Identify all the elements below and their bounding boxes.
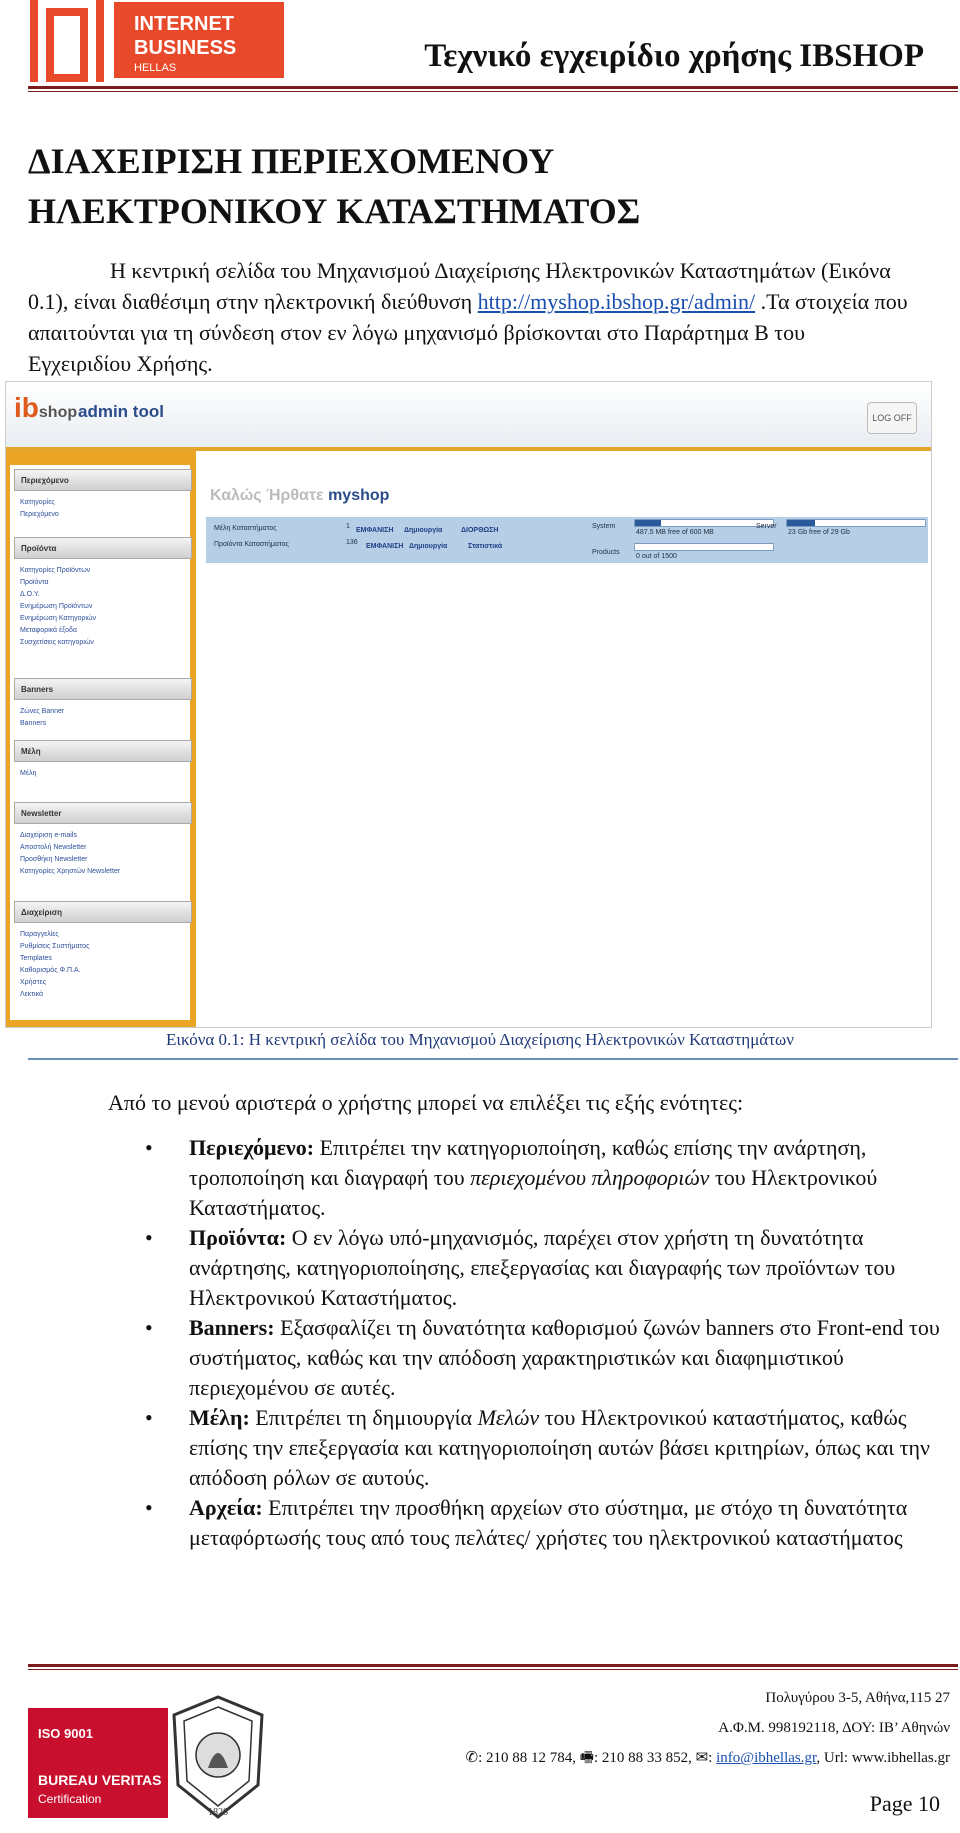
sidebar-link[interactable]: Ενημέρωση Προϊόντων [20,603,93,610]
sidebar-link[interactable]: Ζώνες Banner [20,708,65,715]
header-rule [28,86,958,89]
item-text: Επιτρέπει τη δημιουργία [255,1405,473,1430]
list-item [145,1493,955,1553]
header-rule-thin [28,91,958,92]
products-stats-link[interactable]: Στατιστικά [468,543,503,550]
item-term: Banners: [189,1315,275,1340]
bullet-icon: • [145,1315,153,1340]
svg-text:1828: 1828 [208,1807,228,1818]
item-italic: περιεχομένου πληροφοριών [470,1165,710,1190]
item-term: Αρχεία: [189,1495,263,1520]
footer-rule [28,1664,958,1667]
phone: ✆: 210 88 12 784, [465,1750,580,1766]
intro-text-1: Η κεντρική σελίδα του Μηχανισμού Διαχείρισης Ηλεκτρονικών Καταστημάτων (Εικόνα 0.1), είναι διαθέσιμη στην ηλεκτρονική διεύθυνση [28,258,891,314]
sidebar-link[interactable]: Παραγγελίες [20,931,59,938]
sidebar-heading[interactable]: Περιεχόμενο [14,469,192,491]
sidebar-link[interactable]: Ενημέρωση Κατηγοριών [20,615,97,622]
item-tail: του Ηλεκτρονικού καταστήματος, καθώς επίσης την επεξεργασία και κατηγοριοποίηση αυτών βάσει κριτηρίων, όπως και την απόδοση ρόλων σε αυτούς. [189,1405,930,1490]
sidebar-link[interactable]: Καθορισμός Φ.Π.Α. [20,967,81,974]
server-progress [786,519,926,527]
sidebar-link[interactable]: Προϊόντα [20,579,49,586]
screenshot-topbar [6,382,931,451]
item-term: Περιεχόμενο: [189,1135,315,1160]
cert-sub: Certification [38,1792,102,1806]
item-text: Επιτρέπει την κατηγοριοποίηση, καθώς επίσης την ανάρτηση, τροποποίηση και διαγραφή του [189,1135,867,1190]
welcome-shop: myshop [328,487,390,504]
sidebar-link[interactable]: Δ.Ο.Υ. [20,591,40,598]
members-edit-link[interactable]: ΔΙΟΡΘΩΣΗ [461,527,499,534]
feature-list [145,1133,955,1553]
section-title-line1: ΔΙΑΧΕΙΡΙΣΗ ΠΕΡΙΕΧΟΜΕΝΟΥ [28,141,555,181]
bureau-veritas-badge [28,1708,168,1818]
members-create-link[interactable]: Δημιουργία [404,527,443,534]
item-text: Επιτρέπει την προσθήκη αρχείων στο σύστημα, με στόχο τη δυνατότητα μεταφόρτωσής τους από τους πελάτες/ χρήστες του ηλεκτρονικού καταστήματος [189,1495,908,1550]
email-prefix: ✉: [695,1750,717,1766]
item-term: Μέλη: [189,1405,250,1430]
ibshop-brand: ibshop [14,392,78,423]
products-count: 136 [346,539,358,546]
sidebar-link[interactable]: Χρήστες [20,979,47,986]
sidebar-link[interactable]: Μέλη [20,770,37,777]
cert-iso: ISO 9001 [38,1726,93,1741]
item-term: Προϊόντα: [189,1225,287,1250]
sidebar-heading[interactable]: Μέλη [14,740,192,762]
sidebar-link[interactable]: Διαχείριση e-mails [20,832,77,839]
sidebar-link[interactable]: Κατηγορίες Προϊόντων [20,567,91,574]
sidebar-link[interactable]: Περιεχόμενο [20,511,59,518]
products-create-link[interactable]: Δημιουργία [409,543,448,550]
bullet-icon: • [145,1405,153,1430]
sidebar-link[interactable]: Συσχετίσεις κατηγοριών [20,639,94,646]
item-text: Ο εν λόγω υπό-μηχανισμός, παρέχει στον χρήστη τη δυνατότητα ανάρτησης, κατηγοριοποίησης, επεξεργασίας και διαγραφής των προϊόντων του Ηλεκτρονικού Καταστήματος. [189,1225,896,1310]
svg-text:HELLAS: HELLAS [134,62,177,74]
item-text: Εξασφαλίζει τη δυνατότητα καθορισμού ζωνών banners στο Front-end του συστήματος, καθώς και την απόδοση χαρακτηριστικών και διαφημιστικού περιεχομένου σε αυτές. [189,1315,940,1400]
sidebar-heading[interactable]: Προϊόντα [14,537,192,559]
page-number: Page 10 [869,1791,940,1816]
ib-hellas-logo [28,0,286,82]
system-progress-fill [635,520,661,526]
item-tail: του Ηλεκτρονικού Καταστήματος. [189,1165,878,1220]
sidebar-link[interactable]: Κατηγορίες Χρηστών Newsletter [20,868,121,875]
caption-rule [28,1058,958,1060]
svg-text:INTERNET: INTERNET [134,13,234,35]
system-progress [634,519,774,527]
url: , Url: www.ibhellas.gr [816,1750,950,1766]
server-progress-fill [787,520,815,526]
document-title: Τεχνικό εγχειρίδιο χρήσης IBSHOP [424,38,924,74]
admin-url-link[interactable]: http://myshop.ibshop.gr/admin/ [477,289,756,314]
lead-sentence: Από το μενού αριστερά ο χρήστης μπορεί να επιλέξει τις εξής ενότητες: [108,1090,744,1115]
bullet-icon: • [145,1495,153,1520]
footer-tax: Α.Φ.Μ. 998192118, ΔΟΥ: ΙΒ’ Αθηνών [718,1720,950,1736]
section-title [28,136,640,236]
section-title-line2: ΗΛΕΚΤΡΟΝΙΚΟΥ ΚΑΤΑΣΤΗΜΑΤΟΣ [28,191,641,231]
footer-address: Πολυγύρου 3-5, Αθήνα,115 27 [765,1690,950,1706]
products-show-link[interactable]: ΕΜΦΑΝΙΣΗ [366,543,404,550]
sidebar-heading[interactable]: Banners [14,678,192,700]
sidebar-link[interactable]: Ρυθμίσεις Συστήματος [20,943,90,950]
members-show-link[interactable]: ΕΜΦΑΝΙΣΗ [356,527,394,534]
email-link[interactable]: info@ibhellas.gr [716,1750,817,1766]
footer-address-block [430,1683,950,1773]
server-usage: 23 Gb free of 29 Gb [788,529,850,536]
members-label: Μέλη Καταστήματος [214,525,277,532]
sidebar-link[interactable]: Προσθήκη Newsletter [20,856,88,863]
products-usage: 0 out of 1500 [636,553,677,560]
list-item [145,1133,955,1223]
sidebar-panel [10,465,190,1020]
footer-contact [430,1743,950,1773]
stats-band [206,517,928,563]
item-italic: Μελών [477,1405,540,1430]
bullet-icon: • [145,1225,153,1250]
sidebar-link[interactable]: Banners [20,720,47,727]
fax: 🖷: 210 88 33 852, [579,1750,696,1766]
sidebar-link[interactable]: Λεκτικά [20,991,44,998]
screenshot-sidebar [6,451,196,1028]
sidebar-link[interactable]: Μεταφορικά έξοδα [20,627,77,634]
list-item [145,1223,955,1313]
sidebar-link[interactable]: Κατηγορίες [20,499,55,506]
products-progress [634,543,774,551]
sidebar-heading[interactable]: Newsletter [14,802,192,824]
intro-text-2: .Τα στοιχεία που απαιτούνται για τη σύνδεση στον εν λόγω μηχανισμό βρίσκονται στο Παράρτημα Β του Εγχειριδίου Χρήσης. [28,289,908,376]
bullet-icon: • [145,1135,153,1160]
sidebar-link[interactable]: Templates [20,955,52,962]
bureau-veritas-seal [168,1693,268,1823]
screenshot-main [202,451,932,1028]
logoff-button[interactable]: LOG OFF [867,402,917,434]
svg-text:BUSINESS: BUSINESS [134,37,237,59]
system-usage: 487.5 MB free of 600 MB [636,529,714,536]
admin-screenshot [5,381,932,1028]
products-stat-label: Products [592,549,620,556]
intro-paragraph [28,255,908,379]
server-label: Server [756,523,777,530]
cert-name: BUREAU VERITAS [38,1772,162,1788]
welcome-heading [210,487,389,505]
system-label: System [592,523,616,530]
admin-tool-label: admin tool [78,402,164,421]
list-item [145,1313,955,1403]
welcome-prefix: Καλώς Ήρθατε [210,487,324,504]
figure-caption: Εικόνα 0.1: Η κεντρική σελίδα του Μηχανισμού Διαχείρισης Ηλεκτρονικών Καταστημάτων [166,1030,794,1049]
footer-rule-thin [28,1669,958,1670]
list-item [145,1403,955,1493]
products-label: Προϊόντα Καταστήματος [214,541,289,548]
members-count: 1 [346,523,350,530]
sidebar-heading[interactable]: Διαχείριση [14,901,192,923]
sidebar-link[interactable]: Αποστολή Newsletter [20,844,87,851]
